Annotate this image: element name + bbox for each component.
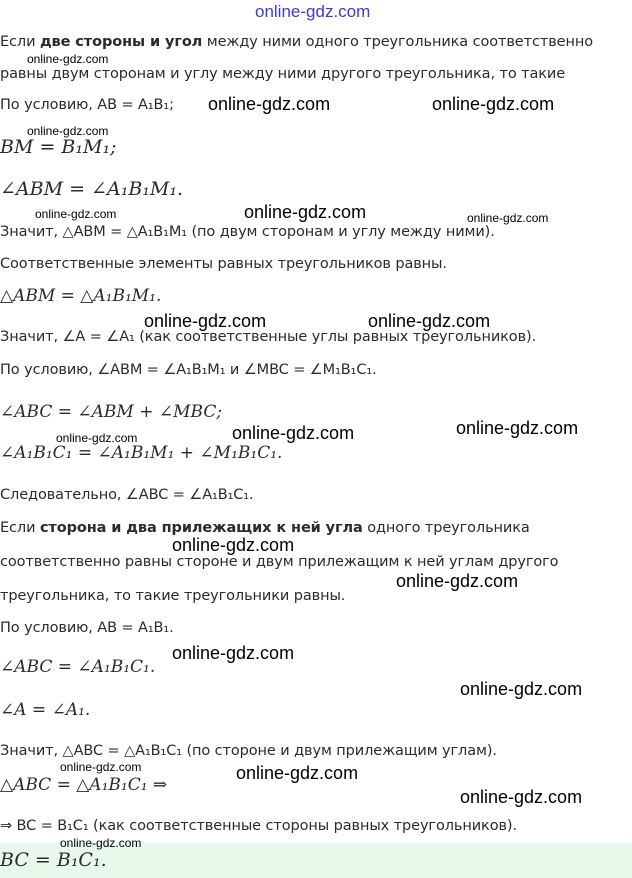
math-line: ∠ABC = ∠ABM + ∠MBC; — [0, 402, 223, 422]
watermark: online-gdz.com — [456, 418, 579, 438]
watermark: online-gdz.com — [460, 787, 583, 807]
text-line: Если сторона и два прилежащих к ней угла одного треугольника — [0, 520, 530, 536]
text-line: Следовательно, ∠ABC = ∠A₁B₁C₁. — [0, 487, 254, 503]
math-line: ∠A₁B₁C₁ = ∠A₁B₁M₁ + ∠M₁B₁C₁. — [0, 443, 283, 463]
text-line: соответственно равны стороне и двум прилежащим к ней углам другого — [0, 554, 559, 570]
text-line: По условию, ∠ABM = ∠A₁B₁M₁ и ∠MBC = ∠M₁B₁C₁. — [0, 362, 377, 378]
watermark: online-gdz.com — [60, 836, 142, 850]
text-line: Соответственные элементы равных треугольников равны. — [0, 256, 447, 272]
watermark: online-gdz.com — [172, 643, 295, 663]
text-line: треугольника, то такие треугольники равны. — [0, 588, 346, 604]
watermark: online-gdz.com — [232, 423, 355, 443]
text-line: Значит, △ABC = △A₁B₁C₁ (по стороне и двум прилежащим углам). — [0, 743, 497, 759]
text-line: Значит, △ABM = △A₁B₁M₁ (по двум сторонам и углу между ними). — [0, 224, 495, 240]
text-line: Значит, ∠A = ∠A₁ (как соответственные углы равных треугольников). — [0, 329, 537, 345]
math-line: ∠ABC = ∠A₁B₁C₁. — [0, 657, 156, 677]
watermark: online-gdz.com — [432, 94, 555, 114]
watermark: online-gdz.com — [467, 211, 549, 225]
watermark: online-gdz.com — [208, 94, 331, 114]
watermark: online-gdz.com — [172, 535, 295, 555]
watermark: online-gdz.com — [244, 202, 367, 222]
watermark: online-gdz.com — [368, 311, 491, 331]
watermark: online-gdz.com — [236, 763, 359, 783]
watermark: online-gdz.com — [144, 311, 267, 331]
watermark: online-gdz.com — [56, 431, 138, 445]
text-line: По условию, AB = A₁B₁; — [0, 97, 174, 113]
watermark-top: online-gdz.com — [255, 2, 371, 21]
math-line: ∠ABM = ∠A₁B₁M₁. — [0, 178, 184, 200]
watermark: online-gdz.com — [60, 760, 142, 774]
math-line: BM = B₁M₁; — [0, 136, 117, 158]
math-line: ∠A = ∠A₁. — [0, 700, 91, 720]
text-line: Если две стороны и угол между ними одного треугольника соответственно — [0, 34, 593, 50]
text-line: ⇒ BC = B₁C₁ (как соответственные стороны равных треугольников). — [0, 818, 517, 834]
math-line: △ABM = △A₁B₁M₁. — [0, 286, 162, 306]
watermark: online-gdz.com — [460, 679, 583, 699]
text-line: По условию, AB = A₁B₁. — [0, 620, 174, 636]
watermark: online-gdz.com — [396, 571, 519, 591]
watermark: online-gdz.com — [35, 207, 117, 221]
watermark: online-gdz.com — [27, 52, 109, 66]
text-line: равны двум сторонам и углу между ними другого треугольника, то такие — [0, 66, 566, 82]
answer-line: BC = B₁C₁. — [0, 849, 107, 871]
watermark: online-gdz.com — [27, 124, 109, 138]
math-line: △ABC = △A₁B₁C₁ ⇒ — [0, 775, 168, 795]
